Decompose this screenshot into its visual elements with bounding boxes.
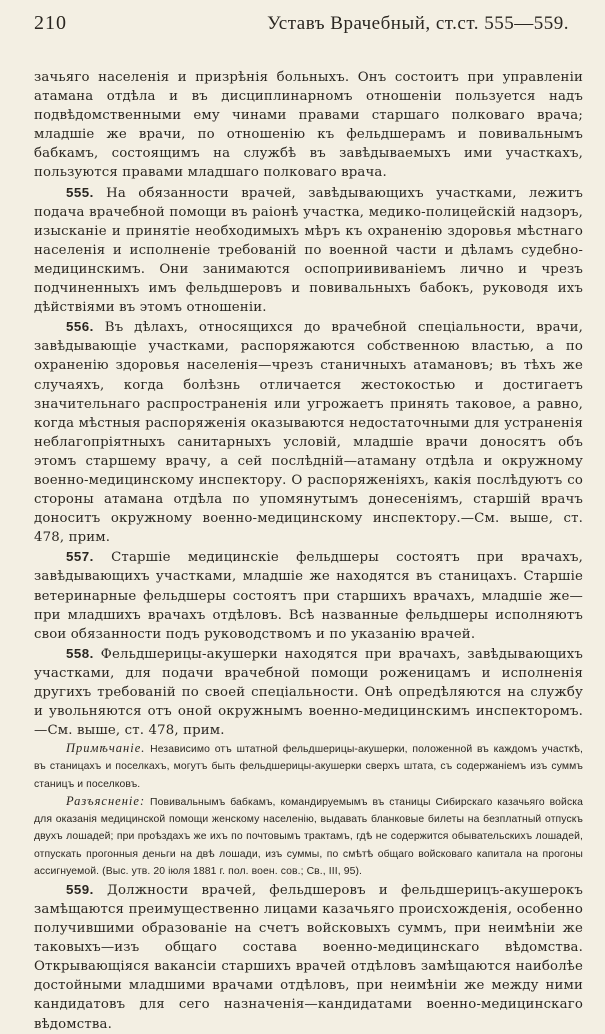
article-557 — [34, 547, 583, 643]
page-body — [34, 68, 583, 1034]
page-number: 210 — [34, 12, 67, 34]
article-559 — [34, 880, 583, 1034]
note-lead: Примѣчаніе. — [66, 741, 146, 756]
note-lead: Разъясненіе: — [66, 793, 146, 808]
page-header — [34, 12, 583, 46]
article-text: Старшіе медицинскіе фельдшеры состоятъ при врачахъ, завѣдывающихъ участками, младшіе же находятся въ станицахъ. Старшіе ветеринарные фельдшеры состоятъ при старшихъ врачахъ, младшіе же—при младшихъ врачахъ отдѣловъ. Всѣ названные фельдшеры исполняютъ свои обязанности подъ руководствомъ и по указанію врачей. — [34, 550, 583, 642]
article-text: Въ дѣлахъ, относящихся до врачебной спеціальности, врачи, завѣдывающіе участками, распоряжаются собственною властью, а по охраненію здоровья населенія—чрезъ станичныхъ атамановъ; въ тѣхъ же случаяхъ, когда болѣзнь отличается жестокостью и достигаетъ значительнаго распространенія или угрожаетъ принять таковое, а равно, когда мѣстныя распоряженія оказываются недостаточными для устраненія неблагопріятныхъ санитарныхъ условій, младшіе врачи доносятъ объ этомъ старшему врачу, а сей послѣдній—атаману отдѣла и окружному военно-медицинскому инспектору. О распоряженіяхъ, какія послѣдуютъ со стороны атамана отдѣла по упомянутымъ донесеніямъ, старшій врачъ доноситъ окружному военно-медицинскому инспектору.—См. выше, ст. 478, прим. — [34, 320, 583, 546]
article-text: Фельдшерицы-акушерки находятся при врачахъ, завѣдывающихъ участками, для подачи врачебной помощи роженицамъ и исполненія другихъ требованій по своей спеціальности. Онѣ опредѣляются на службу и увольняются отъ оной окружнымъ военно-медицинскимъ инспекторомъ.—См. выше, ст. 478, прим. — [34, 646, 583, 739]
article-556 — [34, 317, 583, 547]
note-razyasnenie — [34, 793, 583, 880]
article-558 — [34, 644, 583, 740]
article-number: 555. — [66, 184, 94, 200]
note-text: Повивальнымъ бабкамъ, командируемымъ въ станицы Сибирскаго казачьяго войска для оказанія медицинской помощи женскому населенію, выдавать бланковые билеты на безплатный отпускъ двухъ лошадей; при проѣздахъ же ихъ по почтовымъ трактамъ, гдѣ не содержится обывательскихъ лошадей, отпускать прогонныя деньги на двѣ лошади, изъ суммы, по смѣтѣ общаго войсковаго капитала на прогоны ассигнуемой. (Выс. утв. 20 іюля 1881 г. пол. воен. сов.; Св., III, 95). — [34, 796, 583, 877]
article-number: 559. — [66, 881, 94, 897]
note-primechanie — [34, 740, 583, 793]
running-title: Уставъ Врачебный, ст.ст. 555—559. — [267, 13, 569, 34]
article-555 — [34, 183, 583, 318]
article-number: 556. — [66, 319, 94, 335]
paragraph-continuation: зачьяго населенія и призрѣнія больныхъ. Онъ состоитъ при управленіи атамана отдѣла и въ дисциплинарномъ отношеніи пользуется надъ подвѣдомственными ему чинами правами старшаго полковаго врача; младшіе же врачи, по отношенію къ фельдшерамъ и повивальнымъ бабкамъ, состоящимъ на службѣ въ завѣдываемыхъ ими участкахъ, пользуются правами младшаго полковаго врача. — [34, 70, 583, 181]
article-number: 558. — [66, 645, 94, 661]
article-text: На обязанности врачей, завѣдывающихъ участками, лежитъ подача врачебной помощи въ раіонѣ участка, медико-полицейскій надзоръ, изысканіе и принятіе необходимыхъ мѣръ къ охраненію здоровья мѣстнаго населенія и исполненіе требованій по военной части и дѣламъ судебно-медицинскимъ. Они занимаются оспоприививаніемъ лично и чрезъ подчиненныхъ имъ фельдшеровъ и повивальныхъ бабокъ, руководя ихъ дѣйствіями въ этомъ отношеніи. — [34, 185, 583, 316]
note-text: Независимо отъ штатной фельдшерицы-акушерки, положенной въ каждомъ участкѣ, въ станицахъ и поселкахъ, могутъ быть фельдшерицы-акушерки сверхъ штата, съ содержаніемъ изъ суммъ станицъ и поселковъ. — [34, 744, 583, 790]
article-text: Должности врачей, фельдшеровъ и фельдшерицъ-акушерокъ замѣщаются преимущественно лицами казачьяго происхожденія, особенно получившими образованіе на счетъ войсковыхъ суммъ, при неимѣніи же таковыхъ—изъ общаго состава военно-медицинскаго вѣдомства. Открывающіяся вакансіи старшихъ врачей отдѣловъ замѣщаются наиболѣе достойными младшими врачами отдѣловъ, при неимѣніи же между ними кандидатовъ для сего назначенія—кандидатами военно-медицинскаго вѣдомства. — [34, 882, 583, 1032]
article-number: 557. — [66, 549, 94, 565]
